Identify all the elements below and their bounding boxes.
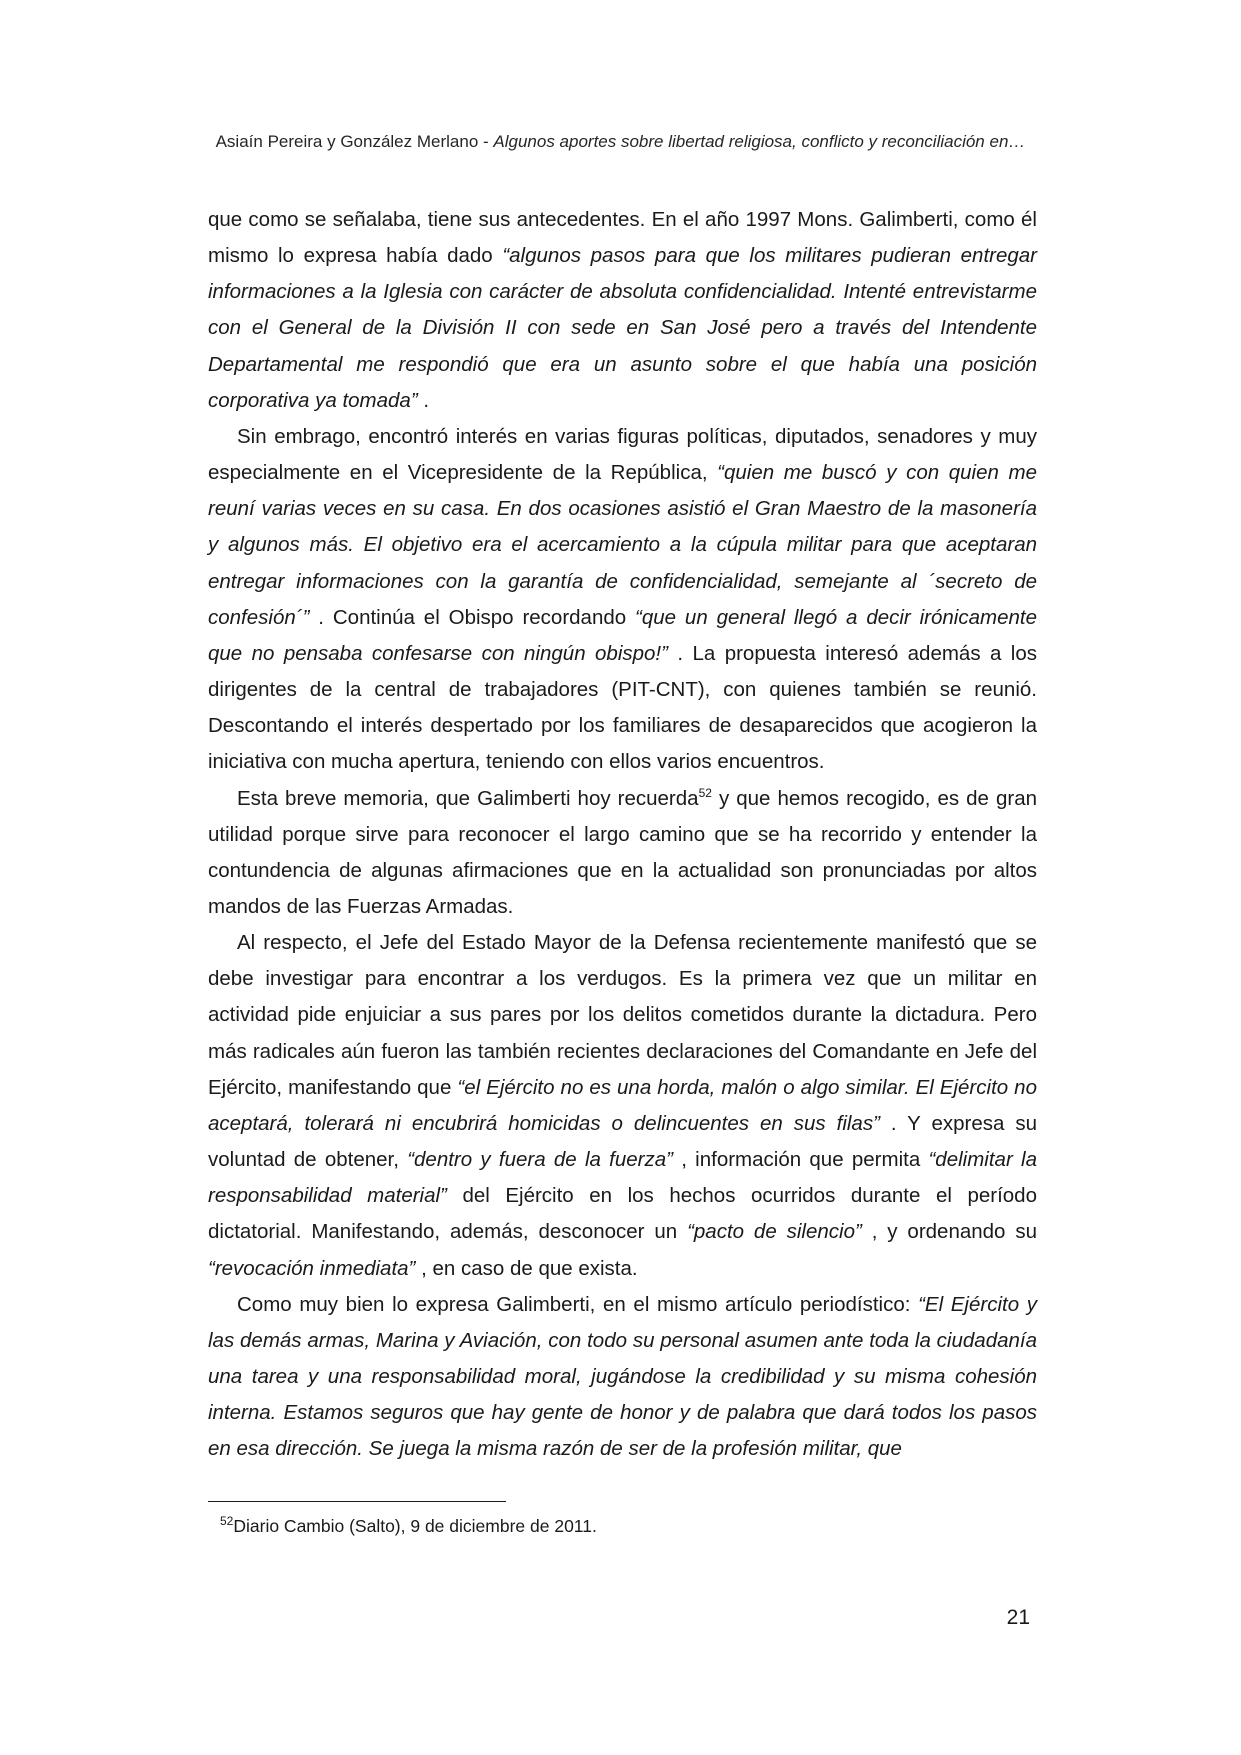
header-title: Algunos aportes sobre libertad religiosa, conflicto y reconciliación en… <box>493 132 1026 151</box>
italic-quote: “revocación inmediata” <box>208 1256 416 1280</box>
italic-quote: “pacto de silencio” <box>687 1220 862 1244</box>
paragraph <box>208 1287 1037 1468</box>
header-authors: Asiaín Pereira y González Merlano - <box>215 132 494 151</box>
footnote-number: 52 <box>220 1514 234 1529</box>
paragraph <box>208 202 1037 419</box>
italic-quote: “que un general llegó a decir irónicamente que no pensaba confesarse con ningún obispo!” <box>208 605 1037 665</box>
text-run: . La propuesta interesó además a los dirigentes de la central de trabajadores (PIT-CNT), con quienes también se reunió. Descontando el interés despertado por los familiares de desaparecidos que acogieron la iniciativa con mucha apertura, teniendo con ellos varios encuentros. <box>208 641 1037 774</box>
paragraph <box>208 419 1037 781</box>
italic-quote: “El Ejército y las demás armas, Marina y Aviación, con todo su personal asumen ante toda la ciudadanía una tarea y una responsabilidad moral, jugándose la credibilidad y su misma cohesión interna. Estamos seguros que hay gente de honor y de palabra que dará todos los pasos en esa dirección. Se juega la misma razón de ser de la profesión militar, que <box>208 1292 1037 1461</box>
text-run: Al respecto, el Jefe del Estado Mayor de la Defensa recientemente manifestó que se debe investigar para encontrar a los verdugos. Es la primera vez que un militar en actividad pide enjuiciar a sus pares por los delitos cometidos durante la dictadura. Pero más radicales aún fueron las también recientes declaraciones del Comandante en Jefe del Ejército, manifestando que <box>208 931 1037 1099</box>
text-run: y que hemos recogido, es de gran utilidad porque sirve para reconocer el largo camino que se ha recorrido y entender la contundencia de algunas afirmaciones que en la actualidad son pronunciadas por altos mandos de las Fuerzas Armadas. <box>208 786 1038 918</box>
footnote-text: Diario Cambio (Salto), 9 de diciembre de 2011. <box>233 1516 597 1536</box>
text-run: , en caso de que exista. <box>415 1256 638 1280</box>
italic-quote: “el Ejército no es una horda, malón o algo similar. El Ejército no aceptará, tolerará ni encubrirá homicidas o delincuentes en sus filas” <box>208 1075 1037 1135</box>
italic-quote: “delimitar la responsabilidad material” <box>208 1148 1037 1208</box>
text-run: del Ejército en los hechos ocurridos durante el período dictatorial. Manifestando, además, desconocer un <box>208 1184 1037 1244</box>
footnote <box>220 1516 597 1537</box>
text-run: . Y expresa su voluntad de obtener, <box>208 1111 1037 1172</box>
paragraph <box>208 781 1037 926</box>
text-run: Esta breve memoria, que Galimberti hoy recuerda <box>237 786 699 810</box>
italic-quote: “quien me buscó y con quien me reuní varias veces en su casa. En dos ocasiones asistió el Gran Maestro de la masonería y algunos más. El objetivo era el acercamiento a la cúpula militar para que aceptaran entregar informaciones con la garantía de confidencialidad, semejante al ´secreto de confesión´” <box>208 461 1038 629</box>
italic-quote: “algunos pasos para que los militares pudieran entregar informaciones a la Iglesia con carácter de absoluta confidencialidad. Intenté entrevistarme con el General de la División II con sede en San José pero a través del Intendente Departamental me respondió que era un asunto sobre el que había una posición corporativa ya tomada” <box>208 244 1037 412</box>
body-text <box>208 202 1037 1467</box>
footnote-reference: 52 <box>698 785 712 800</box>
text-run: , y ordenando su <box>861 1220 1037 1244</box>
text-run: , información que permita <box>672 1148 929 1172</box>
italic-quote: “dentro y fuera de la fuerza” <box>407 1148 673 1172</box>
footnote-separator <box>208 1501 506 1502</box>
text-run: que como se señalaba, tiene sus antecedentes. En el año 1997 Mons. Galimberti, como él mismo lo expresa había dado <box>208 208 1037 268</box>
text-run: . Continúa el Obispo recordando <box>309 605 636 629</box>
running-header <box>0 132 1241 152</box>
text-run: Sin embrago, encontró interés en varias figuras políticas, diputados, senadores y muy especialmente en el Vicepresidente de la República, <box>208 424 1037 485</box>
text-run: Como muy bien lo expresa Galimberti, en el mismo artículo periodístico: <box>237 1292 919 1316</box>
text-run: . <box>417 388 430 412</box>
page-number: 21 <box>1006 1606 1030 1629</box>
paragraph <box>208 925 1037 1287</box>
